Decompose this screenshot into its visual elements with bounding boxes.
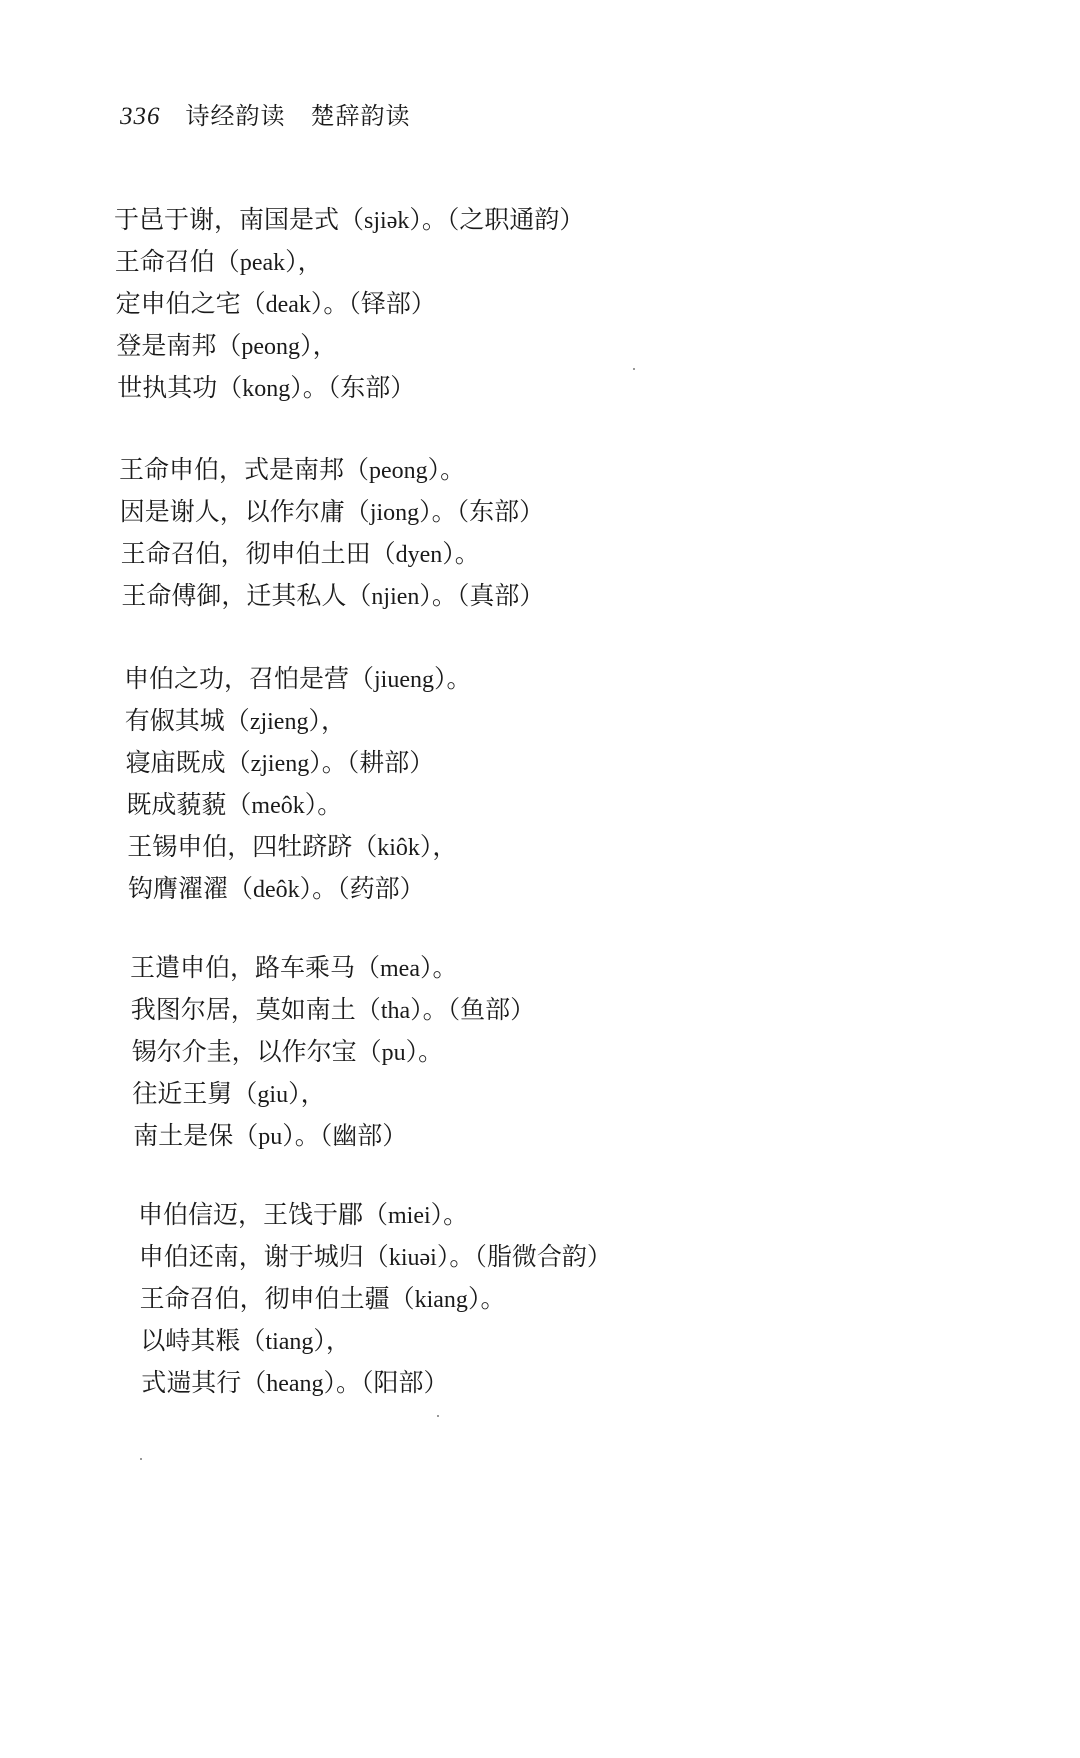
verse-text: 钩膺濯濯（ <box>128 874 254 903</box>
verse-text: 王命召伯（ <box>114 247 240 276</box>
verse-line <box>114 205 584 236</box>
scan-speck <box>437 1415 439 1417</box>
running-header <box>120 96 410 131</box>
rhyme-reading: peak <box>239 250 286 276</box>
rhyme-note: ）。（幽部） <box>282 1121 408 1150</box>
verse-line <box>116 331 337 362</box>
verse-text: 以峙其粻（ <box>140 1326 266 1355</box>
rhyme-reading: jiueng <box>374 667 435 693</box>
page-number: 336 <box>120 103 161 130</box>
rhyme-note: ）。 <box>467 1284 506 1313</box>
verse-line <box>121 581 544 612</box>
verse-text: 申伯之功，召怕是营（ <box>124 664 375 693</box>
verse-text: 王命召伯，彻申伯土疆（ <box>139 1284 415 1313</box>
verse-line <box>128 874 425 905</box>
verse-text: 既成藐藐（ <box>126 790 252 819</box>
rhyme-reading: njien <box>371 584 420 610</box>
scan-speck <box>633 368 635 370</box>
rhyme-reading: meôk <box>251 793 305 819</box>
rhyme-note: ）， <box>419 832 458 861</box>
rhyme-note: ）。 <box>405 1037 444 1066</box>
rhyme-reading: kiôk <box>377 835 420 861</box>
rhyme-reading: zjieng <box>250 751 310 777</box>
verse-text: 我图尔居，莫如南土（ <box>130 995 381 1024</box>
verse-line <box>126 790 342 821</box>
verse-text: 申伯还南，谢于城归（ <box>138 1242 389 1271</box>
rhyme-note: ）。 <box>434 664 472 693</box>
rhyme-note: ）。 <box>304 790 343 819</box>
rhyme-reading: deak <box>265 292 311 318</box>
verse-text: 世执其功（ <box>117 373 243 402</box>
verse-line <box>121 539 480 570</box>
rhyme-reading: giu <box>257 1082 289 1108</box>
rhyme-note: ）， <box>288 1079 326 1108</box>
rhyme-reading: peong <box>369 458 428 484</box>
rhyme-note: ）。 <box>427 455 466 484</box>
verse-line <box>140 1284 506 1315</box>
rhyme-reading: kong <box>242 376 291 402</box>
verse-line <box>125 706 346 737</box>
verse-line <box>120 497 544 528</box>
verse-line <box>133 1121 407 1152</box>
rhyme-note: ）， <box>285 247 323 276</box>
verse-line <box>139 1242 612 1273</box>
verse-line <box>130 953 458 984</box>
verse-line <box>132 1037 444 1068</box>
verse-line <box>132 1079 325 1110</box>
verse-line <box>117 373 415 404</box>
rhyme-reading: jiong <box>369 500 420 526</box>
rhyme-note: ）。 <box>420 953 458 982</box>
scan-speck <box>140 1458 142 1460</box>
verse-text: 南土是保（ <box>133 1121 259 1150</box>
rhyme-note: ）。（铎部） <box>310 289 436 318</box>
verse-text: 王命召伯，彻申伯土田（ <box>120 539 396 568</box>
verse-text: 有俶其城（ <box>124 706 250 735</box>
verse-line <box>126 748 435 779</box>
verse-line <box>131 995 535 1026</box>
rhyme-note: ）。（鱼部） <box>410 995 536 1024</box>
rhyme-reading: mea <box>380 956 420 982</box>
verse-text: 王命傅御，迁其私人（ <box>121 581 372 610</box>
rhyme-note: ）。（之职通韵） <box>409 205 585 234</box>
rhyme-reading: tiang <box>265 1329 314 1355</box>
verse-line <box>124 664 472 695</box>
verse-text: 登是南邦（ <box>116 331 242 360</box>
verse-line <box>127 832 457 863</box>
verse-text: 王锡申伯，四牡跻跻（ <box>127 832 378 861</box>
verse-line <box>140 1326 351 1357</box>
rhyme-reading: sjiək <box>364 208 410 234</box>
rhyme-reading: heang <box>266 1371 324 1397</box>
rhyme-reading: dyen <box>395 542 443 568</box>
running-title: 诗经韵读 楚辞韵读 <box>185 102 411 130</box>
rhyme-note: ）。 <box>442 539 480 568</box>
rhyme-note: ）。（东部） <box>290 373 416 402</box>
verse-line <box>141 1368 448 1399</box>
verse-text: 王遣申伯，路车乘马（ <box>130 953 381 982</box>
rhyme-reading: kiang <box>414 1287 468 1313</box>
rhyme-note: ）。（药部） <box>299 874 425 903</box>
verse-text: 锡尔介圭，以作尔宝（ <box>131 1037 382 1066</box>
rhyme-reading: pu <box>258 1124 283 1150</box>
rhyme-reading: zjieng <box>249 709 309 735</box>
rhyme-note: ）。（东部） <box>419 497 545 526</box>
verse-text: 式遄其行（ <box>141 1368 267 1397</box>
rhyme-note: ）。（阳部） <box>323 1368 449 1397</box>
verse-text: 王命申伯，式是南邦（ <box>119 455 370 484</box>
verse-line <box>119 455 465 486</box>
rhyme-note: ）。（脂微合韵） <box>436 1242 612 1271</box>
rhyme-reading: peong <box>241 334 301 360</box>
verse-text: 于邑于谢，南国是式（ <box>114 205 365 234</box>
rhyme-reading: deôk <box>253 877 300 903</box>
verse-line <box>116 289 436 320</box>
verse-text: 寝庙既成（ <box>125 748 251 777</box>
rhyme-note: ）。（真部） <box>419 581 545 610</box>
verse-text: 定申伯之宅（ <box>115 289 266 318</box>
rhyme-reading: miei <box>388 1203 431 1229</box>
verse-line <box>115 247 323 278</box>
rhyme-note: ）， <box>313 1326 351 1355</box>
verse-line <box>138 1200 468 1231</box>
verse-text: 申伯信迈，王饯于郿（ <box>138 1200 389 1229</box>
rhyme-note: ）。（耕部） <box>309 748 435 777</box>
verse-text: 往近王舅（ <box>132 1079 258 1108</box>
rhyme-reading: pu <box>381 1040 406 1066</box>
rhyme-note: ）， <box>308 706 346 735</box>
rhyme-note: ）， <box>300 331 338 360</box>
rhyme-note: ）。 <box>430 1200 469 1229</box>
rhyme-reading: tha <box>380 998 411 1024</box>
rhyme-reading: kiuəi <box>388 1245 437 1271</box>
verse-text: 因是谢人，以作尔庸（ <box>119 497 370 526</box>
